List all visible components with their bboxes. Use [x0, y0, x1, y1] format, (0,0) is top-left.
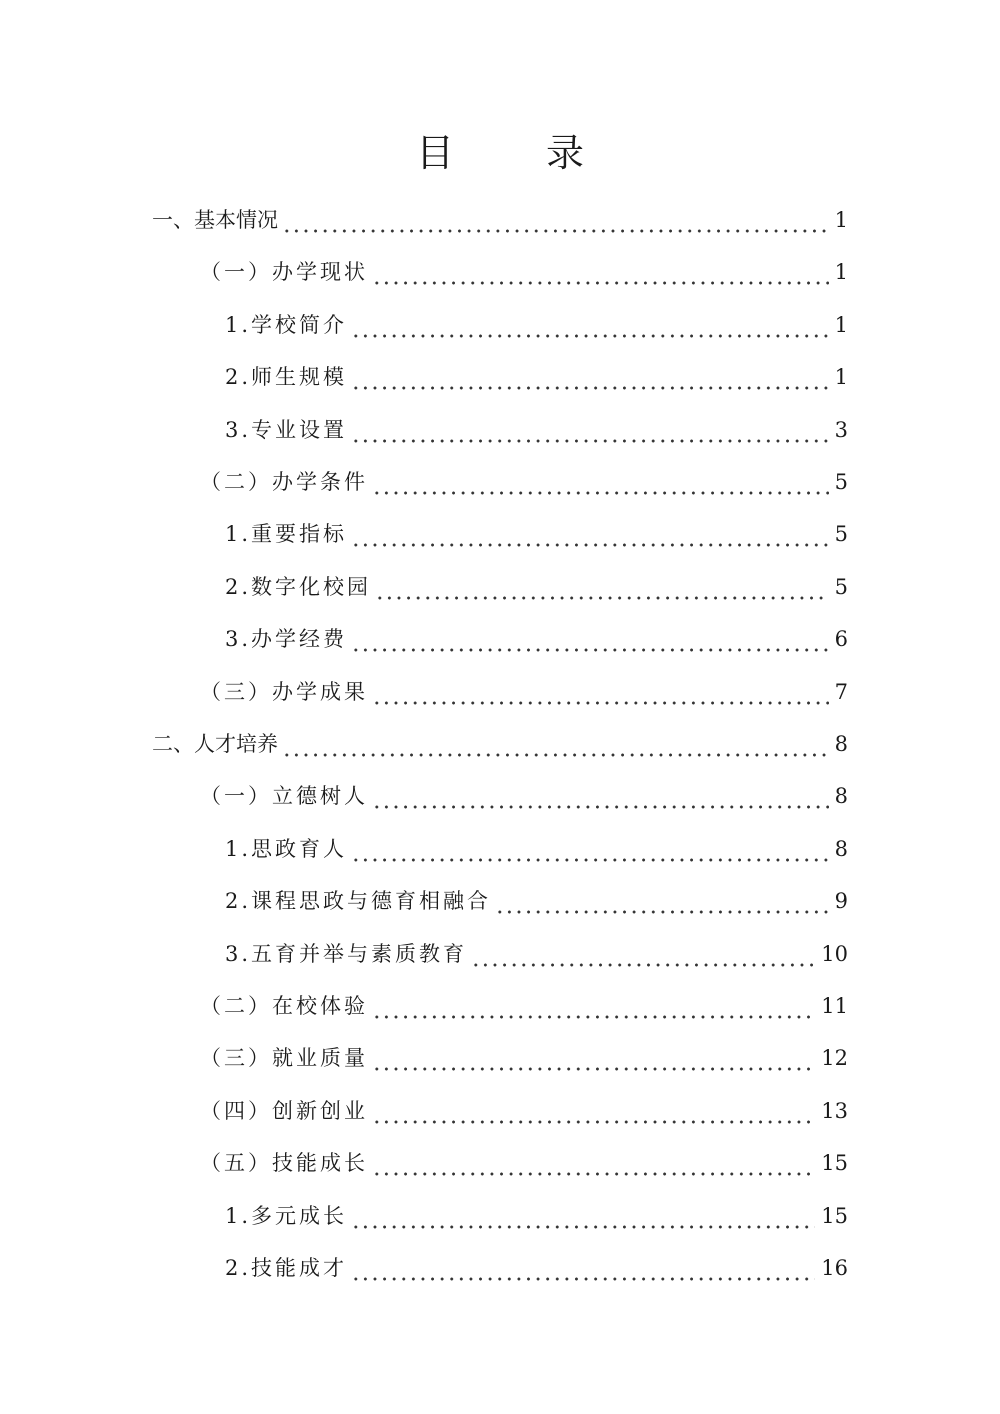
toc-entry-label: 1.多元成长	[225, 1203, 348, 1228]
dot-leader	[495, 881, 829, 921]
toc-entry-label: 3.专业设置	[225, 417, 348, 442]
toc-entry-label: 一、基本情况	[152, 208, 278, 232]
toc-entry[interactable]	[200, 672, 848, 712]
toc-entry-page-number: 1	[834, 312, 848, 337]
toc-entry[interactable]	[200, 986, 848, 1026]
toc-entry[interactable]	[200, 1091, 848, 1131]
toc-entry-label: 3.办学经费	[225, 627, 348, 652]
toc-entry-label: 1.思政育人	[225, 836, 348, 861]
dot-leader	[372, 252, 829, 292]
toc-entry[interactable]	[225, 881, 848, 921]
toc-entry-page-number: 15	[821, 1151, 848, 1176]
dot-leader	[372, 776, 829, 816]
toc-entry-label: （三）就业质量	[200, 1046, 368, 1071]
toc-entry-label: （四）创新创业	[200, 1098, 368, 1123]
toc-entry-page-number: 13	[821, 1098, 848, 1123]
toc-entry-label: 3.五育并举与素质教育	[225, 941, 468, 966]
toc-entry-page-number: 11	[821, 994, 848, 1018]
toc-entry-page-number: 8	[834, 732, 848, 756]
toc-entry[interactable]	[225, 1196, 848, 1236]
toc-entry[interactable]	[152, 200, 848, 240]
toc-entry[interactable]	[225, 1248, 848, 1288]
dot-leader	[351, 1248, 815, 1288]
toc-entry[interactable]	[152, 724, 848, 764]
dot-leader	[471, 934, 815, 974]
toc-entry-label: （一）办学现状	[200, 260, 368, 285]
toc-entry-page-number: 8	[834, 836, 848, 861]
toc-entry-page-number: 1	[834, 260, 848, 285]
dot-leader	[351, 410, 829, 450]
toc-entry[interactable]	[225, 357, 848, 397]
toc-entry[interactable]	[225, 305, 848, 345]
dot-leader	[375, 567, 829, 607]
dot-leader	[351, 514, 829, 554]
toc-entry-page-number: 7	[834, 679, 848, 704]
toc-entry[interactable]	[225, 514, 848, 554]
dot-leader	[351, 619, 829, 659]
toc-entry-label: 2.课程思政与德育相融合	[225, 889, 492, 914]
toc-entry-label: （三）办学成果	[200, 679, 368, 704]
toc-entry-page-number: 5	[834, 522, 848, 547]
toc-entry[interactable]	[200, 1038, 848, 1078]
toc-entry[interactable]	[225, 410, 848, 450]
toc-entry-page-number: 15	[821, 1203, 848, 1228]
toc-entry-page-number: 16	[821, 1256, 848, 1280]
toc-entry-label: （二）在校体验	[200, 994, 368, 1018]
dot-leader	[372, 1143, 815, 1183]
toc-entry[interactable]	[200, 1143, 848, 1183]
dot-leader	[351, 829, 829, 869]
toc-entry[interactable]	[200, 462, 848, 502]
toc-entry[interactable]	[225, 934, 848, 974]
toc-entry-page-number: 1	[834, 208, 848, 232]
toc-entry-page-number: 9	[834, 889, 848, 914]
toc-entry-page-number: 1	[834, 365, 848, 390]
dot-leader	[372, 672, 829, 712]
toc-entry-page-number: 5	[834, 470, 848, 494]
toc-entry-page-number: 12	[821, 1046, 848, 1071]
dot-leader	[282, 724, 829, 764]
toc-entry-page-number: 8	[834, 784, 848, 809]
toc-entry[interactable]	[200, 776, 848, 816]
toc-entry[interactable]	[225, 619, 848, 659]
toc-entry-label: 1.重要指标	[225, 522, 348, 547]
toc-entry[interactable]	[225, 829, 848, 869]
dot-leader	[372, 462, 829, 502]
dot-leader	[372, 986, 815, 1026]
toc-entry-page-number: 3	[834, 417, 848, 442]
toc-entry-label: 2.数字化校园	[225, 574, 372, 599]
toc-entry-label: （五）技能成长	[200, 1151, 368, 1176]
toc-entry[interactable]	[225, 567, 848, 607]
toc-entry-label: 2.师生规模	[225, 365, 348, 390]
toc-entry[interactable]	[200, 252, 848, 292]
toc-entry-page-number: 6	[834, 627, 848, 652]
dot-leader	[351, 357, 829, 397]
toc-entry-label: 1.学校简介	[225, 312, 348, 337]
dot-leader	[351, 1196, 815, 1236]
toc-entry-label: 二、人才培养	[152, 732, 278, 756]
dot-leader	[282, 200, 829, 240]
toc-entry-page-number: 5	[834, 574, 848, 599]
page-title: 目 录	[415, 131, 625, 175]
toc-entry-label: （二）办学条件	[200, 470, 368, 494]
dot-leader	[351, 305, 829, 345]
toc-entry-label: （一）立德树人	[200, 784, 368, 809]
dot-leader	[372, 1038, 815, 1078]
toc-entry-label: 2.技能成才	[225, 1256, 348, 1280]
dot-leader	[372, 1091, 815, 1131]
toc-entry-page-number: 10	[821, 941, 848, 966]
